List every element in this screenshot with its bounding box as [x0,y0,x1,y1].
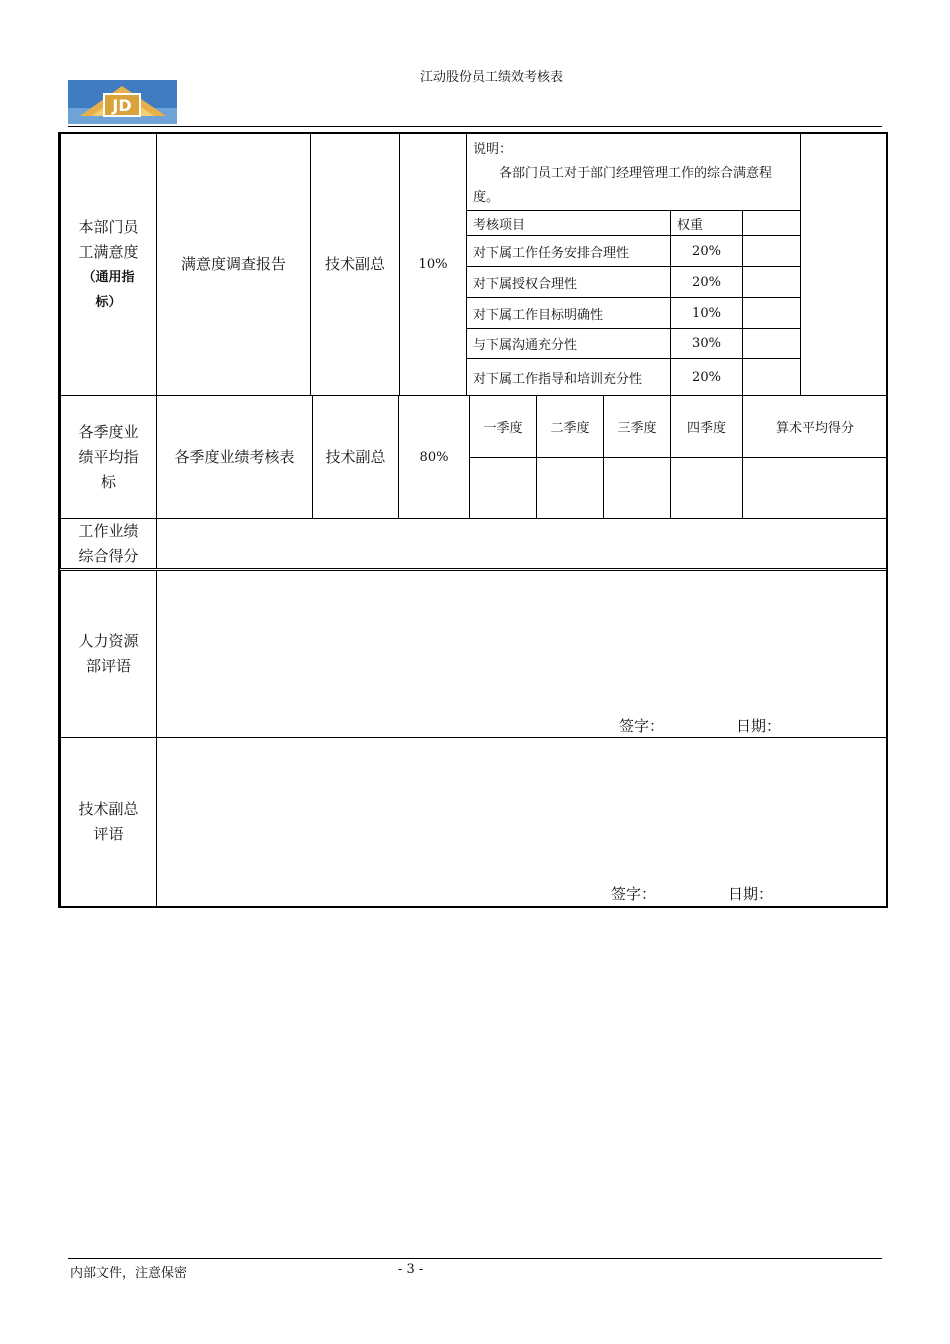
quarter-header: 一季度 [469,395,537,458]
item-score [742,266,801,298]
quarter-header: 四季度 [670,395,743,458]
item-name: 对下属工作任务安排合理性 [466,235,671,267]
quarter-score [536,457,604,519]
company-logo [68,80,177,124]
svg-text:JD: JD [112,96,132,115]
hr-sign-label: 签字： [619,717,665,735]
item-score [742,235,801,267]
hr-label-line1: 人力资源 [78,632,139,650]
quarterly-label-line3: 标 [100,472,116,491]
vp-label-line1: 技术副总 [78,800,139,818]
satisfaction-label-sub1: （通用指 [82,269,135,285]
item-name: 对下属授权合理性 [466,266,671,298]
page-number: - 3 - [398,1262,424,1277]
hr-label-cell [60,570,157,738]
items-header-weight: 权重 [670,210,743,236]
document-title: 江动股份员工绩效考核表 [420,70,564,85]
quarter-score [670,457,743,519]
item-score [742,358,801,396]
vp-label-cell [60,737,157,907]
footer-divider [68,1258,882,1259]
header-divider [68,126,882,127]
item-weight: 20% [670,235,743,267]
item-score [742,297,801,329]
quarterly-source: 各季度业绩考核表 [156,395,313,519]
footer-confidential: 内部文件，注意保密 [70,1266,188,1281]
satisfaction-label-cell [60,133,157,396]
item-name: 与下属沟通充分性 [466,328,671,359]
quarter-header: 二季度 [536,395,604,458]
total-score-field [156,518,888,569]
quarter-score [469,457,537,519]
total-label-line2: 综合得分 [78,546,139,565]
hr-label-line2: 部评语 [85,657,131,675]
satisfaction-label-line2: 工满意度 [78,242,139,261]
items-header-item: 考核项目 [466,210,671,236]
satisfaction-assessor: 技术副总 [310,133,400,396]
item-weight: 30% [670,328,743,359]
hr-date-label: 日期： [736,717,782,735]
note-body: 各部门员工对于部门经理管理工作的综合满意程度。 [473,166,773,205]
quarterly-assessor: 技术副总 [312,395,399,519]
satisfaction-note [466,133,801,211]
satisfaction-label-line1: 本部门员 [78,217,139,236]
quarter-header: 三季度 [603,395,671,458]
total-label-line1: 工作业绩 [78,521,139,540]
vp-label-line2: 评语 [93,825,124,843]
average-header: 算术平均得分 [742,395,888,458]
quarter-score [603,457,671,519]
hr-comment-field [156,570,888,738]
items-header-score [742,210,801,236]
average-score [742,457,888,519]
satisfaction-source: 满意度调查报告 [156,133,311,396]
satisfaction-right-blank [800,133,888,396]
item-name: 对下属工作指导和培训充分性 [466,358,671,396]
item-name: 对下属工作目标明确性 [466,297,671,329]
vp-date-label: 日期： [728,885,774,903]
item-weight: 20% [670,358,743,396]
note-title: 说明： [473,142,513,157]
item-weight: 10% [670,297,743,329]
item-score [742,328,801,359]
quarterly-label-line2: 绩平均指 [78,447,139,466]
quarterly-weight: 80% [398,395,470,519]
vp-sign-label: 签字： [611,885,657,903]
quarterly-label-cell [60,395,157,519]
quarterly-label-line1: 各季度业 [78,422,139,441]
satisfaction-weight: 10% [399,133,467,396]
vp-comment-field [156,737,888,907]
total-label-cell [60,518,157,569]
item-weight: 20% [670,266,743,298]
satisfaction-label-sub2: 标） [95,294,122,310]
